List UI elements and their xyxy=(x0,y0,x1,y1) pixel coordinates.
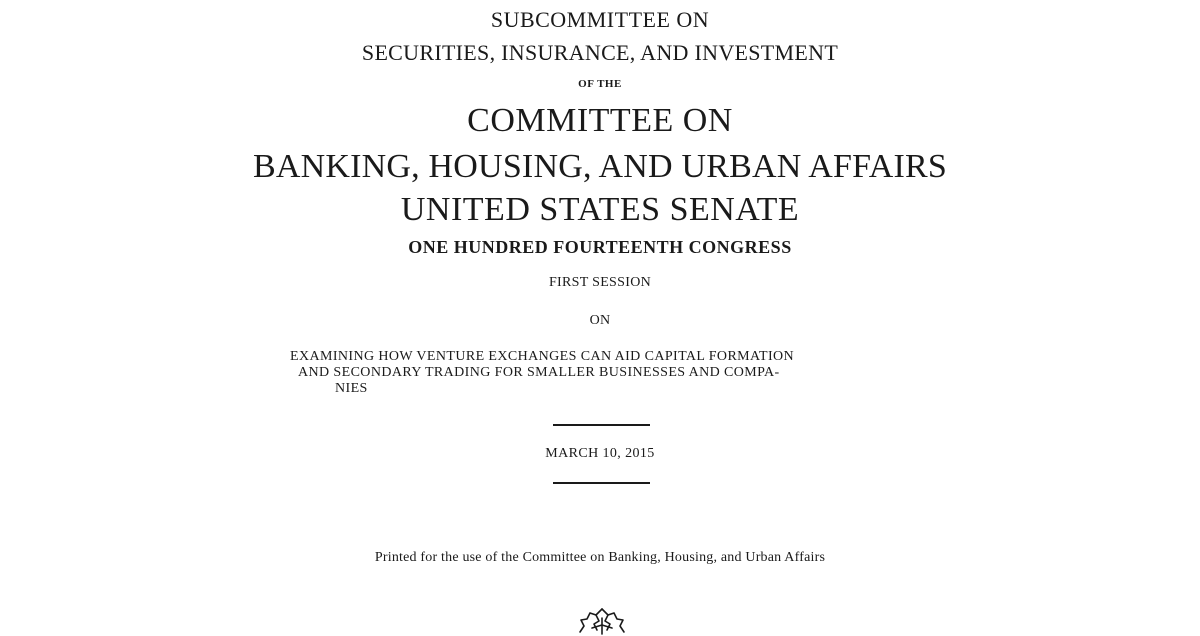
senate-heading: UNITED STATES SENATE xyxy=(400,191,800,228)
hearing-subject xyxy=(290,349,930,397)
subcommittee-heading: SUBCOMMITTEE ON xyxy=(490,7,710,32)
divider-rule-top xyxy=(553,424,650,426)
on-label: ON xyxy=(589,313,611,328)
congress-label: ONE HUNDRED FOURTEENTH CONGRESS xyxy=(408,237,792,257)
divider-rule-bottom xyxy=(553,482,650,484)
session-label: FIRST SESSION xyxy=(548,275,652,290)
subject-line: EXAMINING HOW VENTURE EXCHANGES CAN AID CAPITAL FORMATION xyxy=(290,349,795,364)
hearing-date: MARCH 10, 2015 xyxy=(545,446,655,461)
gpo-emblem-icon xyxy=(572,606,632,636)
printed-for-note: Printed for the use of the Committee on Banking, Housing, and Urban Affairs xyxy=(374,550,826,565)
subcommittee-name: SECURITIES, INSURANCE, AND INVESTMENT xyxy=(361,40,839,65)
subject-line: AND SECONDARY TRADING FOR SMALLER BUSINESSES AND COMPA- xyxy=(298,365,780,380)
committee-name: BANKING, HOUSING, AND URBAN AFFAIRS xyxy=(252,148,947,185)
committee-heading: COMMITTEE ON xyxy=(467,102,733,139)
subject-line: NIES xyxy=(335,381,368,396)
of-the-label: OF THE xyxy=(578,78,622,90)
